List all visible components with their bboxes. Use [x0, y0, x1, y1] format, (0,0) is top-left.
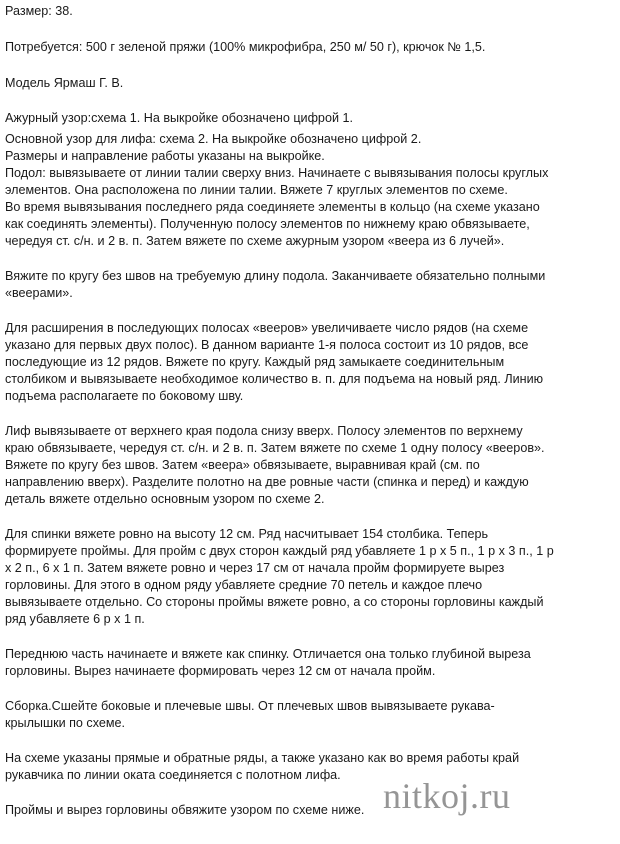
author-paragraph [5, 75, 617, 92]
materials-paragraph [5, 39, 617, 56]
front-line: горловины. Вырез начинаете формировать через 12 см от начала пройм. [5, 664, 436, 678]
pattern-paragraph [5, 110, 617, 250]
back-line: вывязываете отдельно. Со стороны проймы вяжете ровно, а со стороны горловины каждый [5, 595, 544, 609]
back-line: горловины. Для этого в одном ряду убавляете средние 70 петель и каждое плечо [5, 578, 483, 592]
bodice-line: краю обвязываете, чередуя ст. с/н. и 2 в. п. Затем вяжете по схеме 1 одну полосу «вееров». [5, 441, 545, 455]
finish-paragraph [5, 802, 617, 819]
pattern-line: чередуя ст. с/н. и 2 в. п. Затем вяжете по схеме ажурным узором «веера из 6 лучей». [5, 234, 505, 248]
pattern-line: элементов. Она расположена по линии талии. Вяжете 7 круглых элементов по схеме. [5, 183, 508, 197]
pattern-line: Ажурный узор:схема 1. На выкройке обозначено цифрой 1. [5, 111, 353, 125]
assembly-line: крылышки по схеме. [5, 716, 126, 730]
scheme-note-paragraph [5, 750, 617, 784]
expansion-line: последующие из 12 рядов. Вяжете по кругу. Каждый ряд замыкаете соединительным [5, 355, 505, 369]
size-line [5, 3, 617, 20]
assembly-line: Сборка.Сшейте боковые и плечевые швы. От плечевых швов вывязываете рукава- [5, 699, 495, 713]
back-line: Для спинки вяжете ровно на высоту 12 см. Ряд насчитывает 154 столбика. Теперь [5, 527, 489, 541]
pattern-line: Подол: вывязываете от линии талии сверху вниз. Начинаете с вывязывания полосы круглых [5, 166, 549, 180]
pattern-line: как соединять элементы). Полученную полосу элементов по нижнему краю обвязываете, [5, 217, 530, 231]
front-line: Переднюю часть начинаете и вяжете как спинку. Отличается она только глубиной выреза [5, 647, 531, 661]
front-paragraph [5, 646, 617, 680]
round-paragraph [5, 268, 617, 302]
expansion-line: столбиком и вывязываете необходимое количество в. п. для подъема на новый ряд. Линию [5, 372, 544, 386]
watermark: nitkoj.ru [383, 776, 511, 816]
bodice-line: Лиф вывязываете от верхнего края подола снизу вверх. Полосу элементов по верхнему [5, 424, 523, 438]
bodice-line: деталь вяжете отдельно основным узором по схеме 2. [5, 492, 325, 506]
document-body [5, 3, 617, 819]
bodice-line: направлению вверх). Разделите полотно на две ровные части (спинка и перед) и каждую [5, 475, 529, 489]
bodice-line: Вяжете по кругу без швов. Затем «веера» обвязываете, выравнивая край (см. по [5, 458, 480, 472]
back-line: х 2 п., 6 х 1 п. Затем вяжете ровно и через 17 см от начала пройм формируете вырез [5, 561, 505, 575]
round-line: «веерами». [5, 286, 73, 300]
scheme-note-line: рукавчика по линии оката соединяется с полотном лифа. [5, 768, 341, 782]
pattern-line: Размеры и направление работы указаны на выкройке. [5, 149, 325, 163]
pattern-line: Основной узор для лифа: схема 2. На выкройке обозначено цифрой 2. [5, 132, 422, 146]
expansion-paragraph [5, 320, 617, 405]
expansion-line: подъема располагаете по боковому шву. [5, 389, 244, 403]
expansion-line: Для расширения в последующих полосах «вееров» увеличиваете число рядов (на схеме [5, 321, 529, 335]
scheme-note-line: На схеме указаны прямые и обратные ряды, а также указано как во время работы край [5, 751, 520, 765]
assembly-paragraph [5, 698, 617, 732]
back-paragraph [5, 526, 617, 628]
back-line: формируете проймы. Для пройм с двух сторон каждый ряд убавляете 1 р х 5 п., 1 р х 3 п., 1 р [5, 544, 554, 558]
round-line: Вяжите по кругу без швов на требуемую длину подола. Заканчиваете обязательно полными [5, 269, 546, 283]
pattern-line: Во время вывязывания последнего ряда соединяете элементы в кольцо (на схеме указано [5, 200, 540, 214]
author-text: Модель Ярмаш Г. В. [5, 76, 124, 90]
materials-text: Потребуется: 500 г зеленой пряжи (100% микрофибра, 250 м/ 50 г), крючок № 1,5. [5, 40, 486, 54]
finish-text: Проймы и вырез горловины обвяжите узором по схеме ниже. [5, 803, 365, 817]
back-line: ряд убавляете 6 р х 1 п. [5, 612, 145, 626]
expansion-line: указано для первых двух полос). В данном варианте 1-я полоса состоит из 10 рядов, все [5, 338, 529, 352]
bodice-paragraph [5, 423, 617, 508]
size-text: Размер: 38. [5, 4, 73, 18]
